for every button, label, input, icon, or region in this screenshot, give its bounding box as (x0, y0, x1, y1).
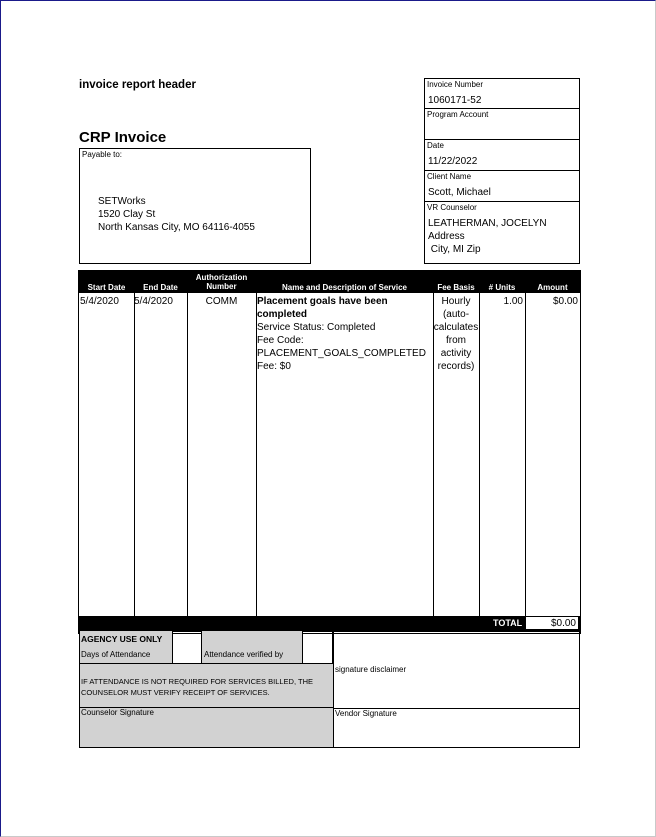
vr-counselor: LEATHERMAN, JOCELYN (428, 218, 547, 229)
payee-city: North Kansas City, MO 64116-4055 (98, 222, 255, 233)
section-divider (333, 631, 334, 747)
date-cell (425, 140, 579, 171)
fee-basis-line: Hourly (441, 296, 471, 307)
row-service-description (257, 295, 433, 373)
header-auth-line2: Number (206, 281, 237, 291)
invoice-info-box (424, 78, 580, 264)
column-divider (187, 293, 188, 617)
vendor-signature-label[interactable]: Vendor Signature (335, 709, 397, 718)
attendance-notice: IF ATTENDANCE IS NOT REQUIRED FOR SERVICES BILLED, THE COUNSELOR MUST VERIFY RECEIPT OF SERVICES. (81, 677, 313, 697)
fee-code-label: Fee Code: (257, 335, 304, 346)
vr-counselor-cell (425, 202, 579, 263)
fee-basis-line: calculates (433, 322, 479, 333)
fee-basis-line: (auto- (442, 309, 470, 320)
header-authorization (187, 271, 256, 293)
days-attendance-field[interactable] (172, 631, 202, 663)
row-amount: $0.00 (552, 296, 578, 307)
invoice-title: CRP Invoice (79, 129, 167, 146)
row-fee-basis (433, 295, 479, 373)
column-divider (134, 293, 135, 617)
attendance-verified-field[interactable] (302, 631, 333, 663)
program-account-label: Program Account (427, 110, 489, 119)
payable-to-label: Payable to: (82, 150, 123, 159)
invoice-number-cell (425, 79, 579, 109)
header-fee-basis: Fee Basis (437, 283, 475, 292)
payable-address (98, 195, 255, 234)
counselor-signature-label[interactable]: Counselor Signature (81, 708, 154, 717)
client-name-label: Client Name (427, 172, 472, 181)
fee-basis-line: activity (440, 348, 472, 359)
invoice-date: 11/22/2022 (428, 156, 478, 167)
header-end-date: End Date (143, 283, 178, 292)
client-name: Scott, Michael (428, 187, 491, 198)
date-label: Date (427, 141, 444, 150)
fee-basis-line: from (446, 335, 466, 346)
notice-cell (80, 663, 333, 708)
invoice-number: 1060171-52 (428, 95, 482, 106)
row-auth-number: COMM (205, 296, 238, 307)
program-account-cell (425, 109, 579, 140)
attendance-verified-cell (202, 631, 302, 663)
address-label: Address (428, 231, 465, 242)
attendance-verified-label: Attendance verified by (204, 650, 284, 659)
invoice-number-label: Invoice Number (427, 80, 484, 89)
row-start-date: 5/4/2020 (80, 296, 119, 307)
vr-counselor-label: VR Counselor (427, 203, 477, 212)
column-divider (525, 293, 526, 617)
header-start-date: Start Date (87, 283, 126, 292)
column-divider (479, 293, 480, 617)
row-units: 1.00 (503, 296, 523, 307)
service-title: Placement goals have been completed (257, 296, 388, 320)
table-header (79, 271, 580, 293)
days-attendance-label: Days of Attendance (81, 650, 151, 659)
header-amount: Amount (537, 283, 568, 292)
agency-title-cell (80, 631, 172, 663)
total-value: $0.00 (525, 616, 579, 630)
total-label: TOTAL (493, 618, 523, 628)
payee-name: SETWorks (98, 196, 146, 207)
report-header: invoice report header (79, 79, 196, 91)
header-name-description: Name and Description of Service (282, 283, 407, 292)
fee-amount: Fee: $0 (257, 361, 291, 372)
service-status: Service Status: Completed (257, 322, 376, 333)
agency-use-section (79, 631, 580, 748)
header-auth-line1: Authorization (195, 272, 248, 282)
signature-disclaimer: signature disclaimer (335, 665, 407, 674)
address-value: City, MI Zip (428, 244, 481, 255)
counselor-signature-cell (80, 708, 333, 747)
agency-title: AGENCY USE ONLY (81, 634, 163, 644)
service-table (78, 270, 581, 634)
fee-code: PLACEMENT_GOALS_COMPLETED (257, 348, 426, 359)
header-units: # Units (488, 283, 516, 292)
payable-to-box (79, 148, 311, 264)
row-end-date: 5/4/2020 (134, 296, 173, 307)
payee-street: 1520 Clay St (98, 209, 156, 220)
client-name-cell (425, 171, 579, 202)
fee-basis-line: records) (437, 361, 475, 372)
